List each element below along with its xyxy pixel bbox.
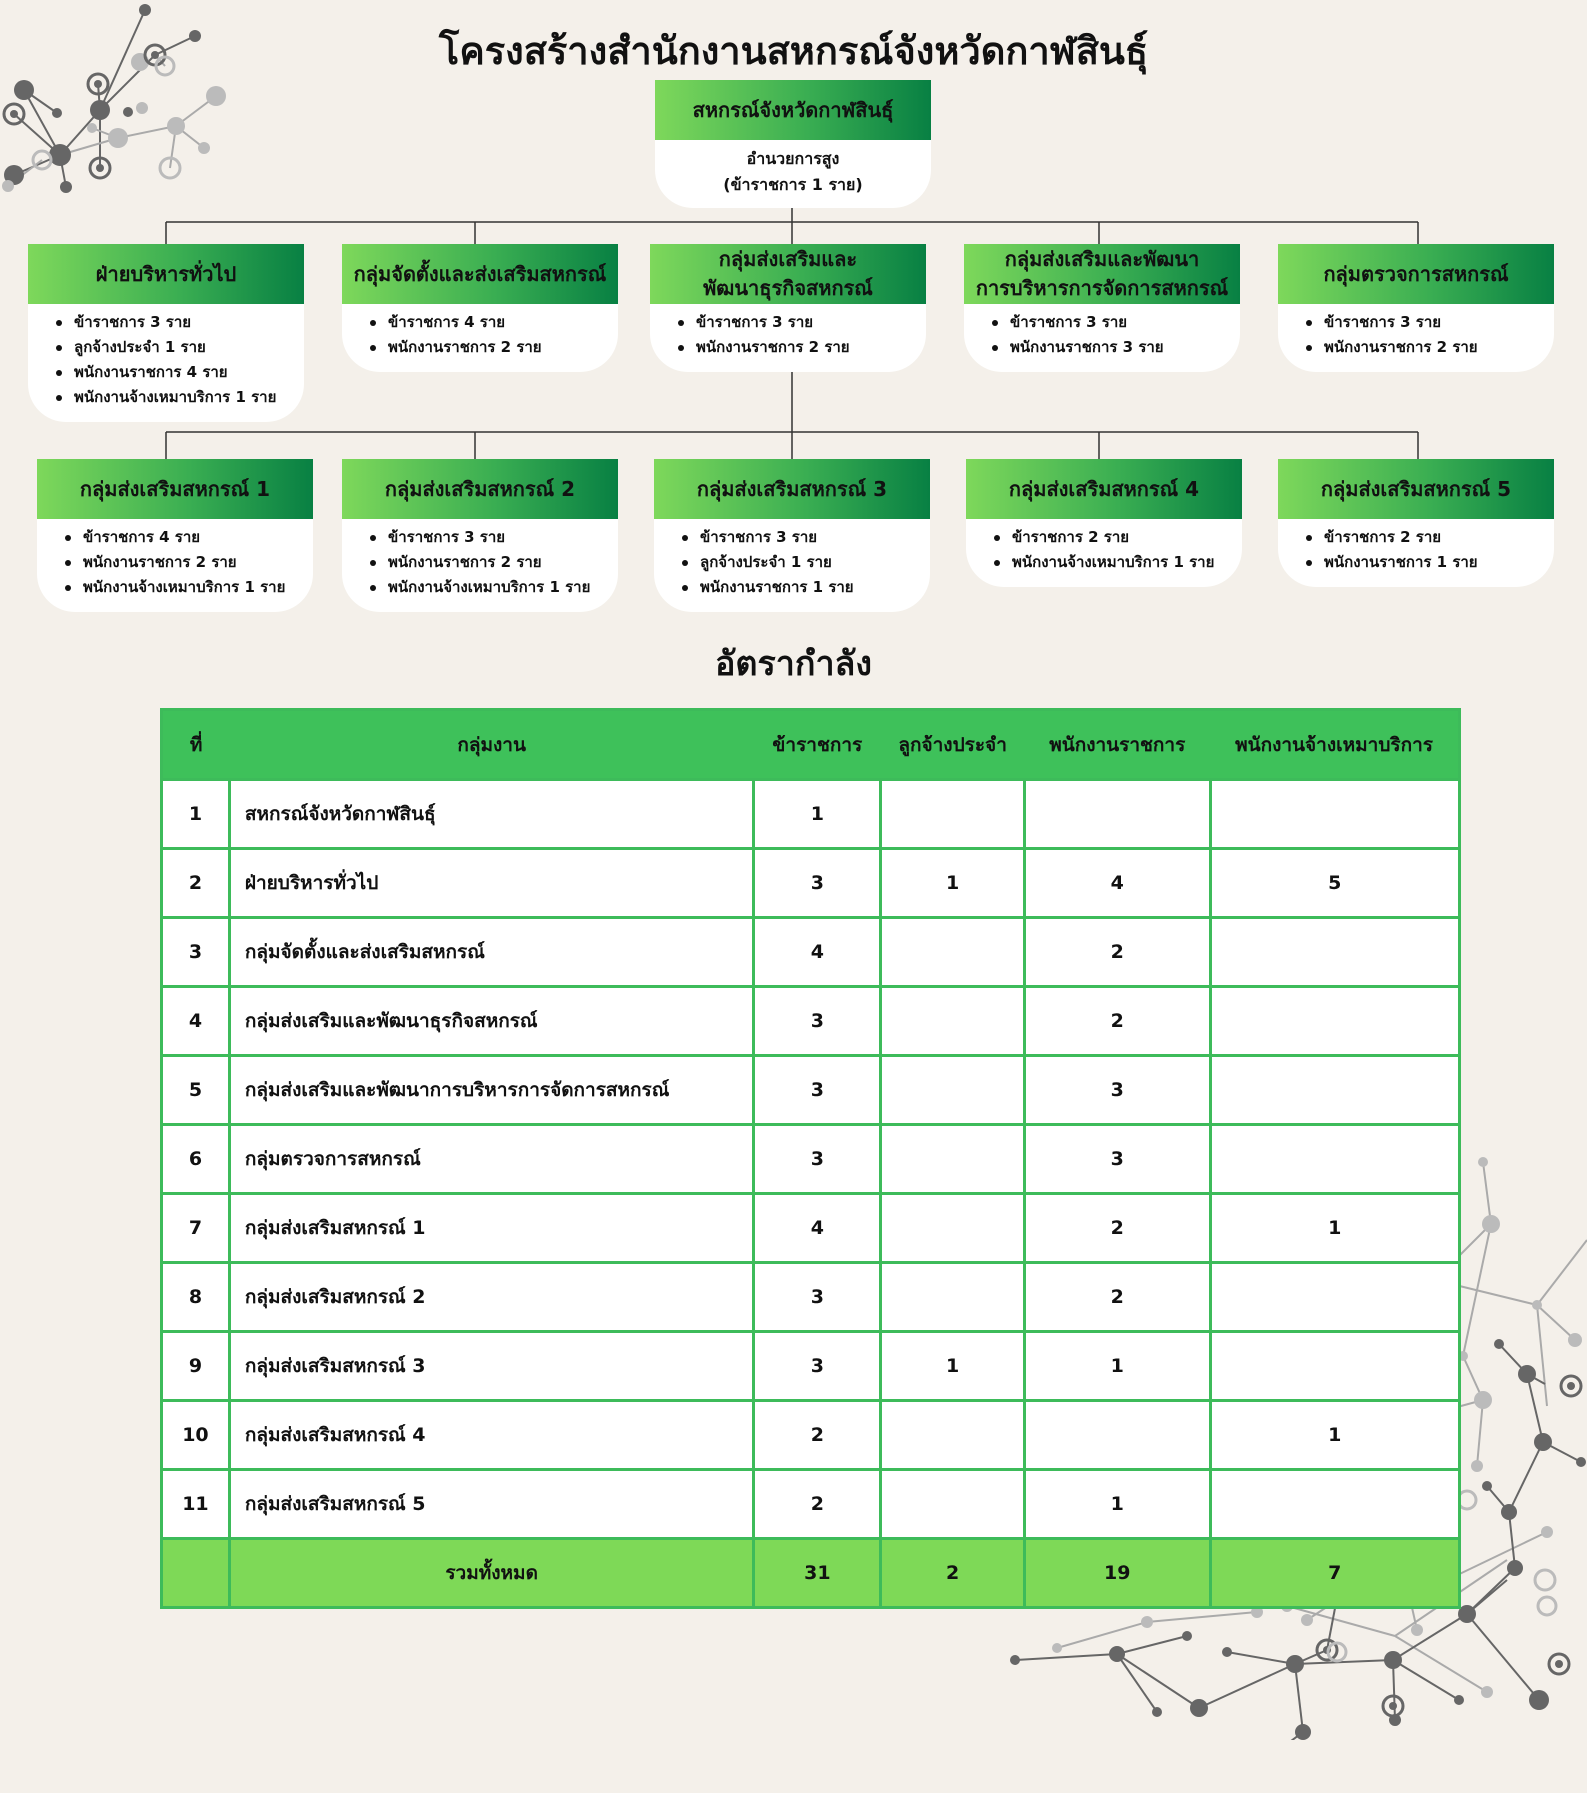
cell-civil-servant: 3	[754, 1125, 881, 1194]
cell-government-employee: 1	[1024, 1332, 1210, 1401]
cell-group: กลุ่มส่งเสริมและพัฒนาธุรกิจสหกรณ์	[229, 987, 754, 1056]
cell-group: กลุ่มส่งเสริมสหกรณ์ 4	[229, 1401, 754, 1470]
cell-contract-employee: 1	[1210, 1401, 1459, 1470]
table-row	[162, 987, 1460, 1056]
cell-government-employee: 2	[1024, 987, 1210, 1056]
staff-item: ข้าราชการ 4 ราย	[370, 310, 610, 335]
cell-group: กลุ่มส่งเสริมสหกรณ์ 5	[229, 1470, 754, 1539]
staff-item: พนักงานราชการ 1 ราย	[1306, 550, 1546, 575]
staff-item: ข้าราชการ 3 ราย	[678, 310, 918, 335]
org-box-promotion-3	[654, 459, 930, 612]
table-total-row	[162, 1539, 1460, 1608]
cell-group: ฝ่ายบริหารทั่วไป	[229, 849, 754, 918]
table-row	[162, 849, 1460, 918]
org-box-title: ฝ่ายบริหารทั่วไป	[28, 244, 304, 304]
cell-contract-employee	[1210, 918, 1459, 987]
col-header-civil-servant: ข้าราชการ	[754, 710, 881, 780]
col-header-government-employee: พนักงานราชการ	[1024, 710, 1210, 780]
staff-item: พนักงานจ้างเหมาบริการ 1 ราย	[994, 550, 1234, 575]
cell-group: กลุ่มตรวจการสหกรณ์	[229, 1125, 754, 1194]
staff-item: ข้าราชการ 3 ราย	[370, 525, 610, 550]
cell-group: กลุ่มส่งเสริมสหกรณ์ 2	[229, 1263, 754, 1332]
total-cell-permanent-employee: 2	[881, 1539, 1025, 1608]
cell-no: 4	[162, 987, 230, 1056]
staffing-table	[160, 708, 1461, 1609]
staff-item: พนักงานราชการ 2 ราย	[1306, 335, 1546, 360]
cell-group: สหกรณ์จังหวัดกาฬสินธุ์	[229, 780, 754, 849]
cell-permanent-employee	[881, 1401, 1025, 1470]
cell-contract-employee	[1210, 1263, 1459, 1332]
staff-item: ข้าราชการ 2 ราย	[1306, 525, 1546, 550]
staff-item: พนักงานราชการ 1 ราย	[682, 575, 922, 600]
org-box-title: กลุ่มส่งเสริมและพัฒนา	[1004, 247, 1200, 271]
table-row	[162, 1332, 1460, 1401]
staff-item: ลูกจ้างประจำ 1 ราย	[56, 335, 296, 360]
staff-item: ข้าราชการ 4 ราย	[65, 525, 305, 550]
org-box-general-admin	[28, 244, 304, 422]
cell-government-employee: 3	[1024, 1056, 1210, 1125]
staff-item: ข้าราชการ 3 ราย	[1306, 310, 1546, 335]
table-row	[162, 1125, 1460, 1194]
cell-no: 10	[162, 1401, 230, 1470]
total-cell-civil-servant: 31	[754, 1539, 881, 1608]
col-header-permanent-employee: ลูกจ้างประจำ	[881, 710, 1025, 780]
cell-permanent-employee	[881, 1056, 1025, 1125]
cell-no: 3	[162, 918, 230, 987]
org-box-title: กลุ่มส่งเสริมสหกรณ์ 2	[342, 459, 618, 519]
col-header-no: ที่	[162, 710, 230, 780]
cell-no: 5	[162, 1056, 230, 1125]
org-box-title-line2: พัฒนาธุรกิจสหกรณ์	[703, 276, 873, 300]
table-row	[162, 918, 1460, 987]
staff-item: พนักงานราชการ 2 ราย	[65, 550, 305, 575]
org-box-title: กลุ่มส่งเสริมสหกรณ์ 1	[37, 459, 313, 519]
org-box-title: สหกรณ์จังหวัดกาฬสินธุ์	[655, 80, 931, 140]
org-box-management-dev-group	[964, 244, 1240, 372]
staff-item: ลูกจ้างประจำ 1 ราย	[682, 550, 922, 575]
org-box-title: กลุ่มส่งเสริมสหกรณ์ 5	[1278, 459, 1554, 519]
org-box-promotion-1	[37, 459, 313, 612]
total-cell-contract-employee: 7	[1210, 1539, 1459, 1608]
cell-no: 1	[162, 780, 230, 849]
cell-civil-servant: 3	[754, 1332, 881, 1401]
cell-government-employee: 3	[1024, 1125, 1210, 1194]
staff-item: พนักงานจ้างเหมาบริการ 1 ราย	[65, 575, 305, 600]
table-row	[162, 1470, 1460, 1539]
org-box-top	[655, 80, 931, 208]
cell-government-employee	[1024, 780, 1210, 849]
col-header-group: กลุ่มงาน	[229, 710, 754, 780]
cell-permanent-employee	[881, 780, 1025, 849]
col-header-contract-employee: พนักงานจ้างเหมาบริการ	[1210, 710, 1459, 780]
staff-item: พนักงานราชการ 3 ราย	[992, 335, 1232, 360]
org-box-establishment-group	[342, 244, 618, 372]
cell-no: 8	[162, 1263, 230, 1332]
cell-contract-employee	[1210, 1470, 1459, 1539]
cell-contract-employee	[1210, 780, 1459, 849]
cell-no: 7	[162, 1194, 230, 1263]
org-box-title: กลุ่มส่งเสริมสหกรณ์ 4	[966, 459, 1242, 519]
cell-no: 9	[162, 1332, 230, 1401]
org-box-position: อำนวยการสูง	[746, 149, 840, 168]
cell-permanent-employee	[881, 1263, 1025, 1332]
staff-item: พนักงานราชการ 2 ราย	[370, 550, 610, 575]
cell-contract-employee	[1210, 1332, 1459, 1401]
total-cell-government-employee: 19	[1024, 1539, 1210, 1608]
table-row	[162, 1056, 1460, 1125]
org-box-inspection-group	[1278, 244, 1554, 372]
cell-civil-servant: 3	[754, 849, 881, 918]
staff-item: พนักงานจ้างเหมาบริการ 1 ราย	[56, 385, 296, 410]
cell-group: กลุ่มส่งเสริมและพัฒนาการบริหารการจัดการสหกรณ์	[229, 1056, 754, 1125]
cell-government-employee: 2	[1024, 1263, 1210, 1332]
org-box-promotion-2	[342, 459, 618, 612]
org-box-title-line2: การบริหารการจัดการสหกรณ์	[975, 276, 1229, 300]
table-row	[162, 1194, 1460, 1263]
cell-government-employee: 2	[1024, 918, 1210, 987]
org-box-business-dev-group	[650, 244, 926, 372]
cell-civil-servant: 2	[754, 1470, 881, 1539]
cell-permanent-employee	[881, 987, 1025, 1056]
cell-civil-servant: 3	[754, 1263, 881, 1332]
cell-permanent-employee	[881, 1125, 1025, 1194]
org-box-promotion-4	[966, 459, 1242, 587]
cell-contract-employee: 5	[1210, 849, 1459, 918]
cell-government-employee: 4	[1024, 849, 1210, 918]
cell-government-employee: 1	[1024, 1470, 1210, 1539]
cell-permanent-employee	[881, 1470, 1025, 1539]
cell-civil-servant: 4	[754, 1194, 881, 1263]
cell-civil-servant: 3	[754, 987, 881, 1056]
cell-group: กลุ่มจัดตั้งและส่งเสริมสหกรณ์	[229, 918, 754, 987]
table-header-row	[162, 710, 1460, 780]
org-box-title: กลุ่มตรวจการสหกรณ์	[1278, 244, 1554, 304]
cell-permanent-employee	[881, 918, 1025, 987]
staff-item: ข้าราชการ 3 ราย	[682, 525, 922, 550]
table-row	[162, 780, 1460, 849]
staff-item: พนักงานจ้างเหมาบริการ 1 ราย	[370, 575, 610, 600]
page-title: โครงสร้างสำนักงานสหกรณ์จังหวัดกาฬสินธุ์	[438, 29, 1149, 73]
cell-government-employee	[1024, 1401, 1210, 1470]
cell-group: กลุ่มส่งเสริมสหกรณ์ 3	[229, 1332, 754, 1401]
cell-civil-servant: 2	[754, 1401, 881, 1470]
cell-permanent-employee	[881, 1194, 1025, 1263]
org-box-title: กลุ่มส่งเสริมและ	[718, 247, 858, 271]
org-box-promotion-5	[1278, 459, 1554, 587]
staff-item: ข้าราชการ 2 ราย	[994, 525, 1234, 550]
cell-civil-servant: 3	[754, 1056, 881, 1125]
total-cell-no	[162, 1539, 230, 1608]
staff-item: ข้าราชการ 3 ราย	[992, 310, 1232, 335]
cell-contract-employee	[1210, 987, 1459, 1056]
cell-contract-employee: 1	[1210, 1194, 1459, 1263]
staff-item: พนักงานราชการ 4 ราย	[56, 360, 296, 385]
cell-no: 11	[162, 1470, 230, 1539]
cell-contract-employee	[1210, 1125, 1459, 1194]
cell-contract-employee	[1210, 1056, 1459, 1125]
staff-item: ข้าราชการ 3 ราย	[56, 310, 296, 335]
staff-item: พนักงานราชการ 2 ราย	[370, 335, 610, 360]
cell-civil-servant: 4	[754, 918, 881, 987]
cell-group: กลุ่มส่งเสริมสหกรณ์ 1	[229, 1194, 754, 1263]
cell-permanent-employee: 1	[881, 1332, 1025, 1401]
cell-no: 6	[162, 1125, 230, 1194]
org-box-title: กลุ่มจัดตั้งและส่งเสริมสหกรณ์	[342, 244, 618, 304]
cell-government-employee: 2	[1024, 1194, 1210, 1263]
table-row	[162, 1263, 1460, 1332]
cell-permanent-employee: 1	[881, 849, 1025, 918]
cell-no: 2	[162, 849, 230, 918]
total-cell-group: รวมทั้งหมด	[229, 1539, 754, 1608]
table-row	[162, 1401, 1460, 1470]
cell-civil-servant: 1	[754, 780, 881, 849]
org-box-staff: (ข้าราชการ 1 ราย)	[723, 175, 863, 194]
org-box-title: กลุ่มส่งเสริมสหกรณ์ 3	[654, 459, 930, 519]
staff-item: พนักงานราชการ 2 ราย	[678, 335, 918, 360]
table-title: อัตรากำลัง	[715, 644, 872, 684]
